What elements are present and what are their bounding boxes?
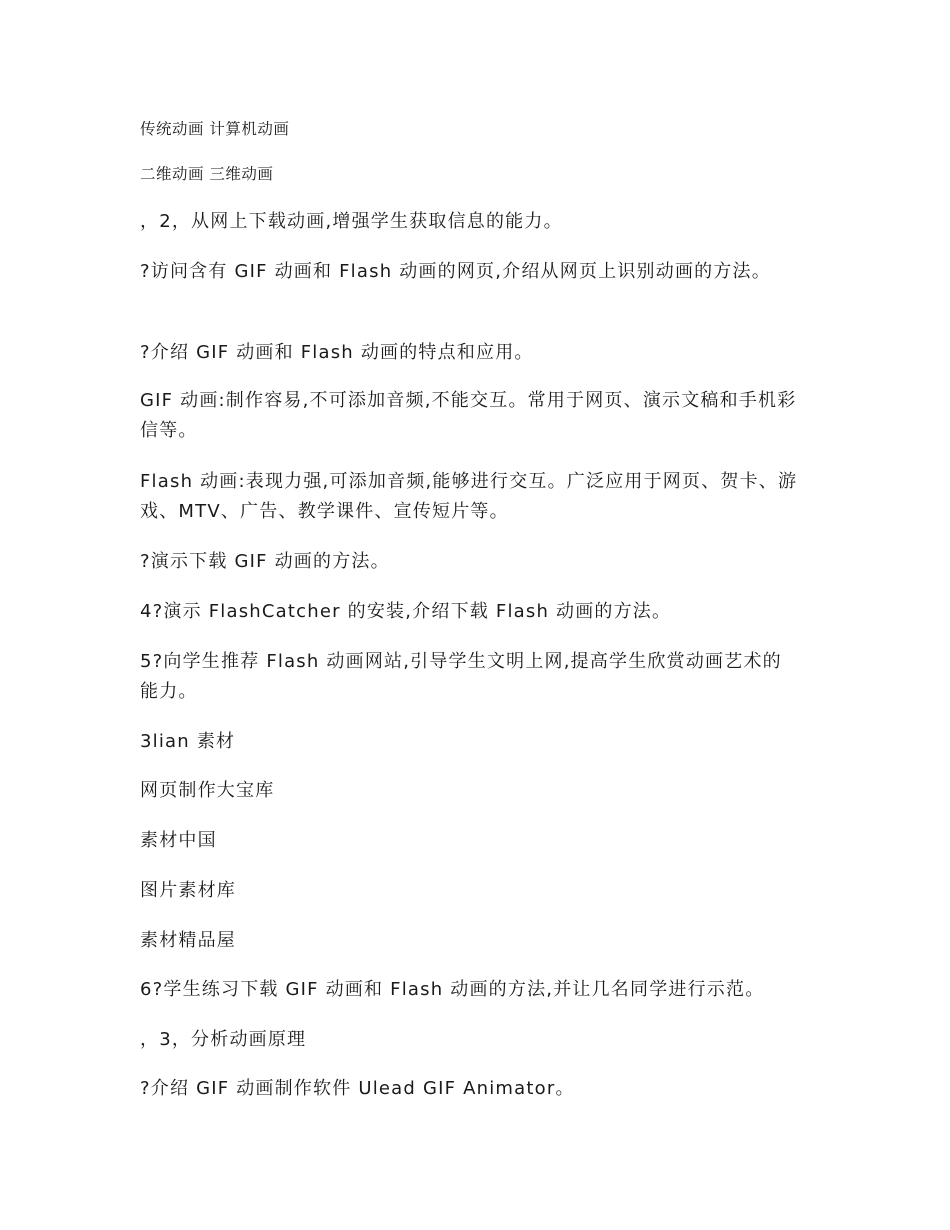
text-paragraph-flash: Flash 动画:表现力强,可添加音频,能够进行交互。广泛应用于网页、贺卡、游戏、MTV、广告、教学课件、宣传短片等。	[140, 471, 798, 522]
text-line-3: ，2，从网上下载动画,增强学生获取信息的能力。	[140, 211, 563, 232]
text-line-11: 3lian 素材	[140, 731, 236, 752]
text-line-5: ?介绍 GIF 动画和 Flash 动画的特点和应用。	[140, 342, 534, 363]
text-line-15: 素材精品屋	[140, 930, 236, 951]
text-line-4: ?访问含有 GIF 动画和 Flash 动画的网页,介绍从网页上识别动画的方法。	[140, 261, 771, 282]
text-line-9: 4?演示 FlashCatcher 的安装,介绍下载 Flash 动画的方法。	[140, 601, 672, 622]
text-line-17: ，3，分析动画原理	[140, 1029, 307, 1050]
text-line-12: 网页制作大宝库	[140, 780, 275, 801]
text-line-14: 图片素材库	[140, 880, 236, 901]
text-line-18: ?介绍 GIF 动画制作软件 Ulead GIF Animator。	[140, 1078, 575, 1099]
text-paragraph-recommend: 5?向学生推荐 Flash 动画网站,引导学生文明上网,提高学生欣赏动画艺术的能力。	[140, 651, 782, 702]
text-line-13: 素材中国	[140, 830, 217, 851]
text-line-2: 二维动画 三维动画	[140, 165, 274, 183]
text-line-1: 传统动画 计算机动画	[140, 120, 290, 138]
text-line-8: ?演示下载 GIF 动画的方法。	[140, 551, 390, 572]
text-line-16: 6?学生练习下载 GIF 动画和 Flash 动画的方法,并让几名同学进行示范。	[140, 979, 765, 1000]
text-paragraph-gif: GIF 动画:制作容易,不可添加音频,不能交互。常用于网页、演示文稿和手机彩信等。	[140, 390, 797, 441]
